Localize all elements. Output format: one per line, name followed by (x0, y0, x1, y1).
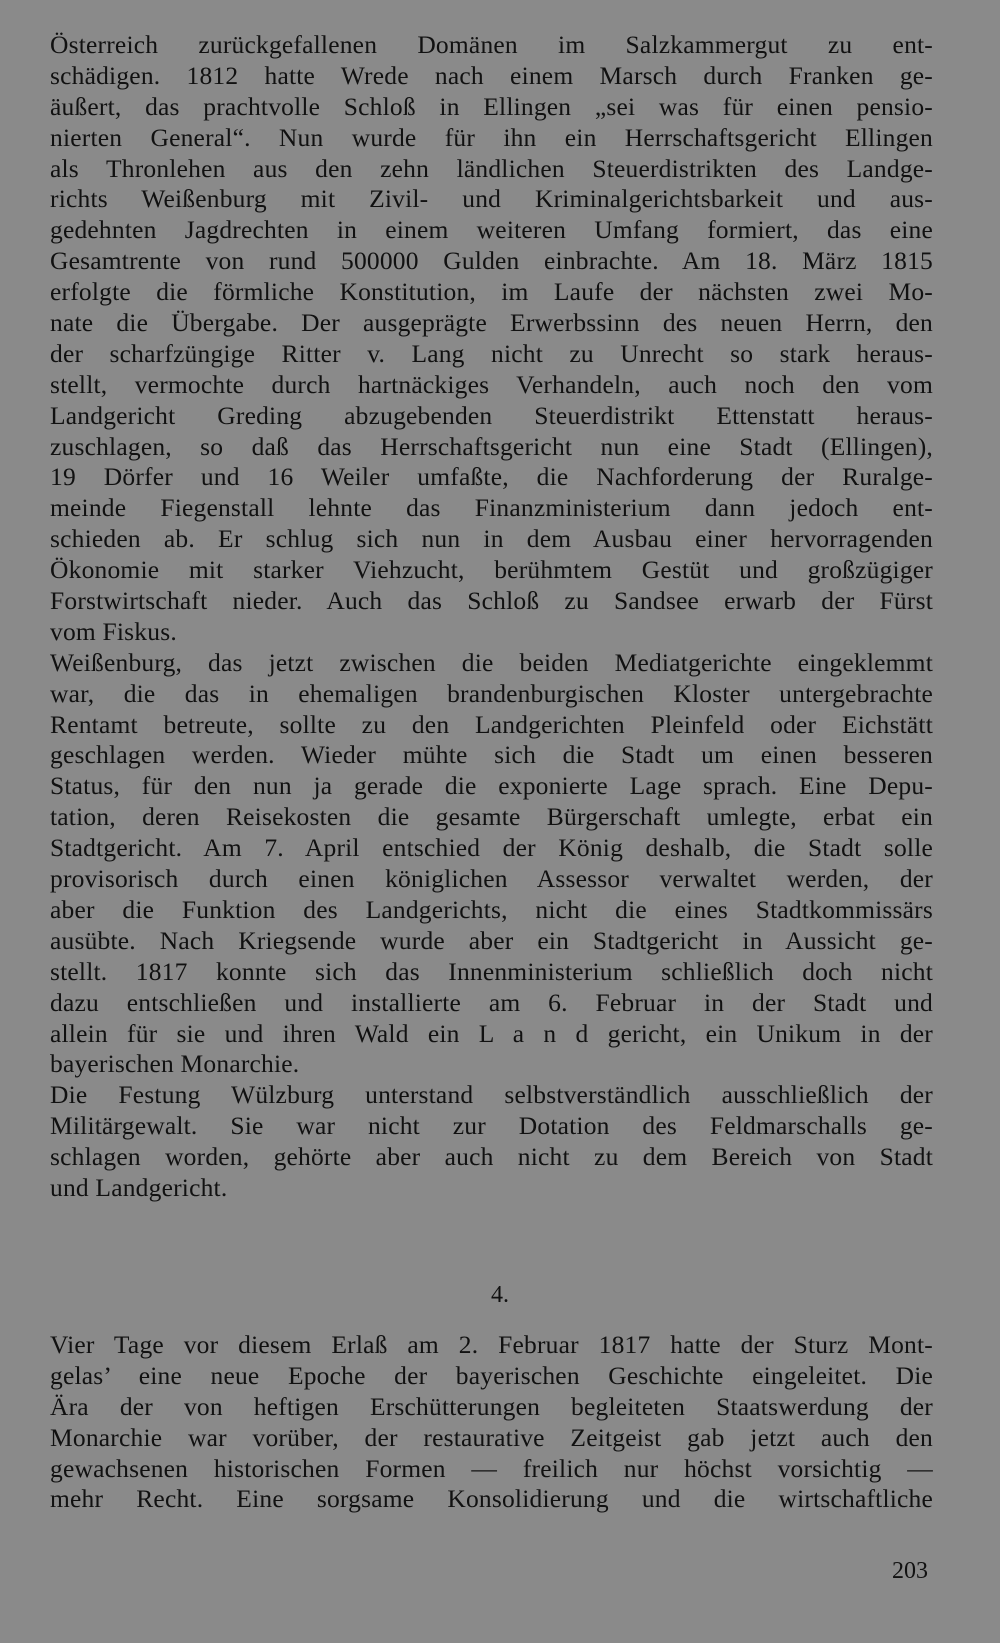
text-line: Die Festung Wülzburg unterstand selbstverständlich ausschließlich der (50, 1080, 933, 1110)
text-line: tation, deren Reisekosten die gesamte Bürgerschaft umlegte, erbat ein (50, 802, 933, 832)
text-line: stellt. 1817 konnte sich das Innenministerium schließlich doch nicht (50, 956, 933, 986)
text-line: Ära der von heftigen Erschütterungen begleiteten Staatswerdung der (50, 1391, 933, 1421)
text-line: der scharfzüngige Ritter v. Lang nicht zu Unrecht so stark heraus- (50, 338, 933, 368)
text-line: äußert, das prachtvolle Schloß in Ellingen „sei was für einen pensio- (50, 91, 933, 121)
paragraph (50, 648, 933, 1080)
text-line: ausübte. Nach Kriegsende wurde aber ein Stadtgericht in Aussicht ge- (50, 925, 933, 955)
text-line: allein für sie und ihren Wald ein L a n d gericht, ein Unikum in der (50, 1018, 933, 1048)
paragraph (50, 30, 933, 648)
text-line: richts Weißenburg mit Zivil- und Kriminalgerichtsbarkeit und aus- (50, 184, 933, 214)
text-line: schlagen worden, gehörte aber auch nicht zu dem Bereich von Stadt (50, 1142, 933, 1172)
main-text-block (50, 30, 933, 1204)
text-line: vom Fiskus. (50, 616, 177, 646)
text-line: Forstwirtschaft nieder. Auch das Schloß zu Sandsee erwarb der Fürst (50, 586, 933, 616)
text-line: zuschlagen, so daß das Herrschaftsgericht nun eine Stadt (Ellingen), (50, 431, 933, 461)
text-line: bayerischen Monarchie. (50, 1049, 300, 1079)
text-line: stellt, vermochte durch hartnäckiges Verhandeln, auch noch den vom (50, 369, 933, 399)
text-line: mehr Recht. Eine sorgsame Konsolidierung und die wirtschaftliche (50, 1484, 933, 1514)
text-line: Militärgewalt. Sie war nicht zur Dotation des Feldmarschalls ge- (50, 1111, 933, 1141)
text-line: Monarchie war vorüber, der restaurative Zeitgeist gab jetzt auch den (50, 1422, 933, 1452)
text-line: dazu entschließen und installierte am 6. Februar in der Stadt und (50, 987, 933, 1017)
paragraph (50, 1080, 933, 1204)
text-line: Stadtgericht. Am 7. April entschied der König deshalb, die Stadt solle (50, 833, 933, 863)
text-line: provisorisch durch einen königlichen Assessor verwaltet werden, der (50, 864, 933, 894)
text-line: schieden ab. Er schlug sich nun in dem Ausbau einer hervorragenden (50, 524, 933, 554)
paragraph (50, 1330, 933, 1515)
section-text-block (50, 1330, 933, 1515)
text-line: gewachsenen historischen Formen — freilich nur höchst vorsichtig — (50, 1453, 933, 1483)
text-line: Weißenburg, das jetzt zwischen die beiden Mediatgerichte eingeklemmt (50, 647, 933, 677)
text-line: Landgericht Greding abzugebenden Steuerdistrikt Ettenstatt heraus- (50, 400, 933, 430)
section-number: 4. (491, 1282, 509, 1308)
text-line: geschlagen werden. Wieder mühte sich die Stadt um einen besseren (50, 740, 933, 770)
text-line: aber die Funktion des Landgerichts, nicht die eines Stadtkommissärs (50, 894, 933, 924)
page-number: 203 (892, 1558, 928, 1584)
text-line: erfolgte die förmliche Konstitution, im Laufe der nächsten zwei Mo- (50, 277, 933, 307)
text-line: war, die das in ehemaligen brandenburgischen Kloster untergebrachte (50, 678, 933, 708)
text-line: gelas’ eine neue Epoche der bayerischen Geschichte eingeleitet. Die (50, 1360, 933, 1390)
text-line: nate die Übergabe. Der ausgeprägte Erwerbssinn des neuen Herrn, den (50, 308, 933, 338)
text-line: Rentamt betreute, sollte zu den Landgerichten Pleinfeld oder Eichstätt (50, 709, 933, 739)
text-line: schädigen. 1812 hatte Wrede nach einem Marsch durch Franken ge- (50, 60, 933, 90)
text-line: nierten General“. Nun wurde für ihn ein Herrschaftsgericht Ellingen (50, 122, 933, 152)
text-line: Ökonomie mit starker Viehzucht, berühmtem Gestüt und großzügiger (50, 555, 933, 585)
text-line: Vier Tage vor diesem Erlaß am 2. Februar 1817 hatte der Sturz Mont- (50, 1330, 933, 1359)
text-line: als Thronlehen aus den zehn ländlichen Steuerdistrikten des Landge- (50, 153, 933, 183)
text-line: 19 Dörfer und 16 Weiler umfaßte, die Nachforderung der Ruralge- (50, 462, 933, 492)
text-line: meinde Fiegenstall lehnte das Finanzministerium dann jedoch ent- (50, 493, 933, 523)
text-line: gedehnten Jagdrechten in einem weiteren Umfang formiert, das eine (50, 215, 933, 245)
text-line: Österreich zurückgefallenen Domänen im Salzkammergut zu ent- (50, 30, 933, 59)
text-line: und Landgericht. (50, 1172, 228, 1202)
text-line: Gesamtrente von rund 500000 Gulden einbrachte. Am 18. März 1815 (50, 246, 933, 276)
text-line: Status, für den nun ja gerade die exponierte Lage sprach. Eine Depu- (50, 771, 933, 801)
